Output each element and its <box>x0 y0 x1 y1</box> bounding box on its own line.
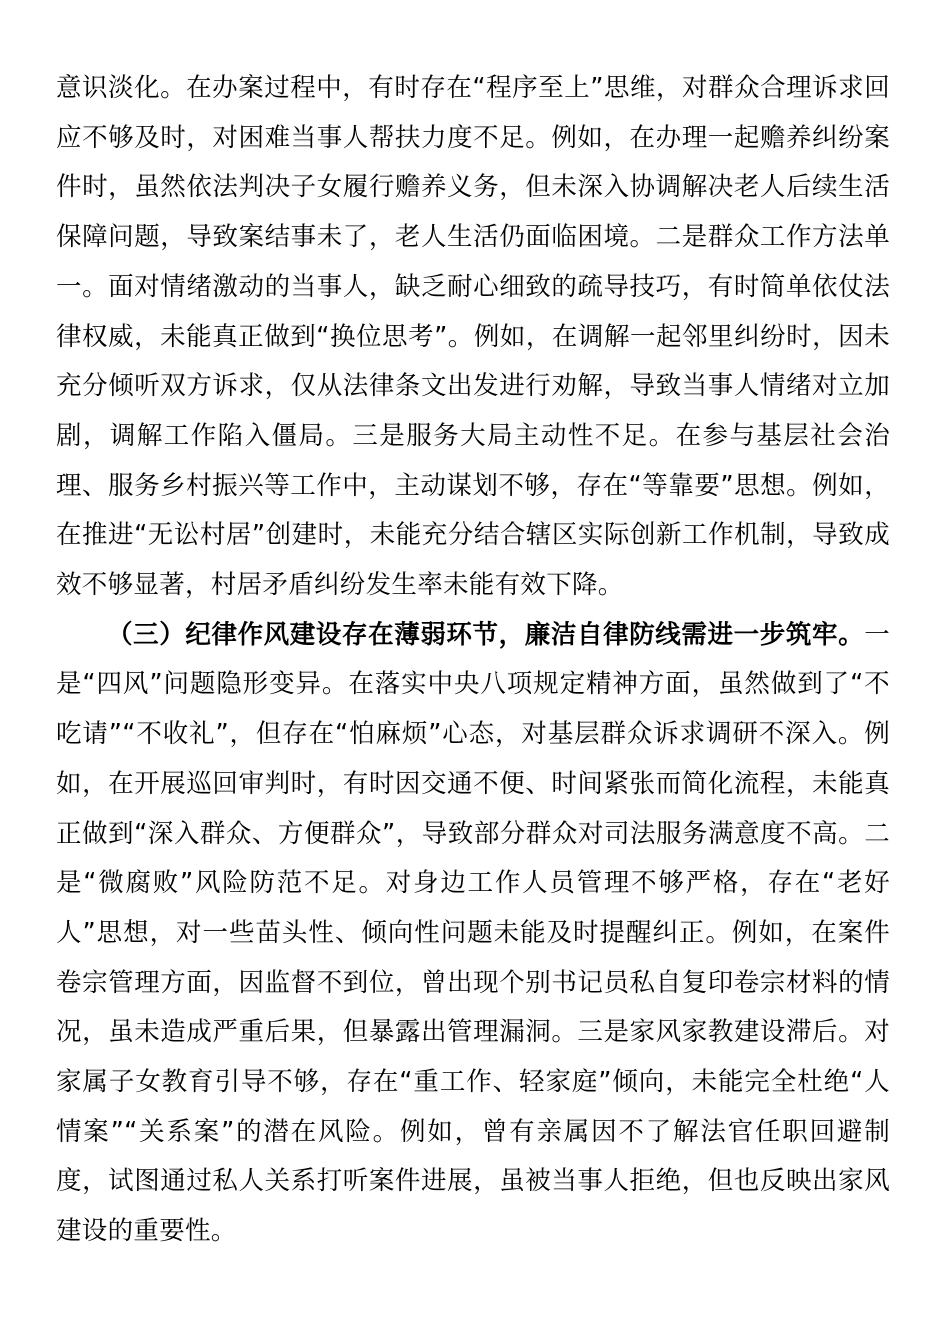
section-heading: （三）纪律作风建设存在薄弱环节，廉洁自律防线需进一步筑牢。 <box>107 619 865 650</box>
paragraph-section-3 <box>56 611 890 1257</box>
section-body: 一是“四风”问题隐形变异。在落实中央八项规定精神方面，虽然做到了“不吃请”“不收礼”，但存在“怕麻烦”心态，对基层群众诉求调研不深入。例如，在开展巡回审判时，有时因交通不便、时间紧张而简化流程，未能真正做到“深入群众、方便群众”，导致部分群众对司法服务满意度不高。二是“微腐败”风险防范不足。对身边工作人员管理不够严格，存在“老好人”思想，对一些苗头性、倾向性问题未能及时提醒纠正。例如，在案件卷宗管理方面，因监督不到位，曾出现个别书记员私自复印卷宗材料的情况，虽未造成严重后果，但暴露出管理漏洞。三是家风家教建设滞后。对家属子女教育引导不够，存在“重工作、轻家庭”倾向，未能完全杜绝“人情案”“关系案”的潜在风险。例如，曾有亲属因不了解法官任职回避制度，试图通过私人关系打听案件进展，虽被当事人拒绝，但也反映出家风建设的重要性。 <box>56 619 890 1247</box>
document-page <box>56 64 890 1257</box>
paragraph-continuation: 意识淡化。在办案过程中，有时存在“程序至上”思维，对群众合理诉求回应不够及时，对困难当事人帮扶力度不足。例如，在办理一起赡养纠纷案件时，虽然依法判决子女履行赡养义务，但未深入协调解决老人后续生活保障问题，导致案结事未了，老人生活仍面临困境。二是群众工作方法单一。面对情绪激动的当事人，缺乏耐心细致的疏导技巧，有时简单依仗法律权威，未能真正做到“换位思考”。例如，在调解一起邻里纠纷时，因未充分倾听双方诉求，仅从法律条文出发进行劝解，导致当事人情绪对立加剧，调解工作陷入僵局。三是服务大局主动性不足。在参与基层社会治理、服务乡村振兴等工作中，主动谋划不够，存在“等靠要”思想。例如，在推进“无讼村居”创建时，未能充分结合辖区实际创新工作机制，导致成效不够显著，村居矛盾纠纷发生率未能有效下降。 <box>56 73 890 601</box>
